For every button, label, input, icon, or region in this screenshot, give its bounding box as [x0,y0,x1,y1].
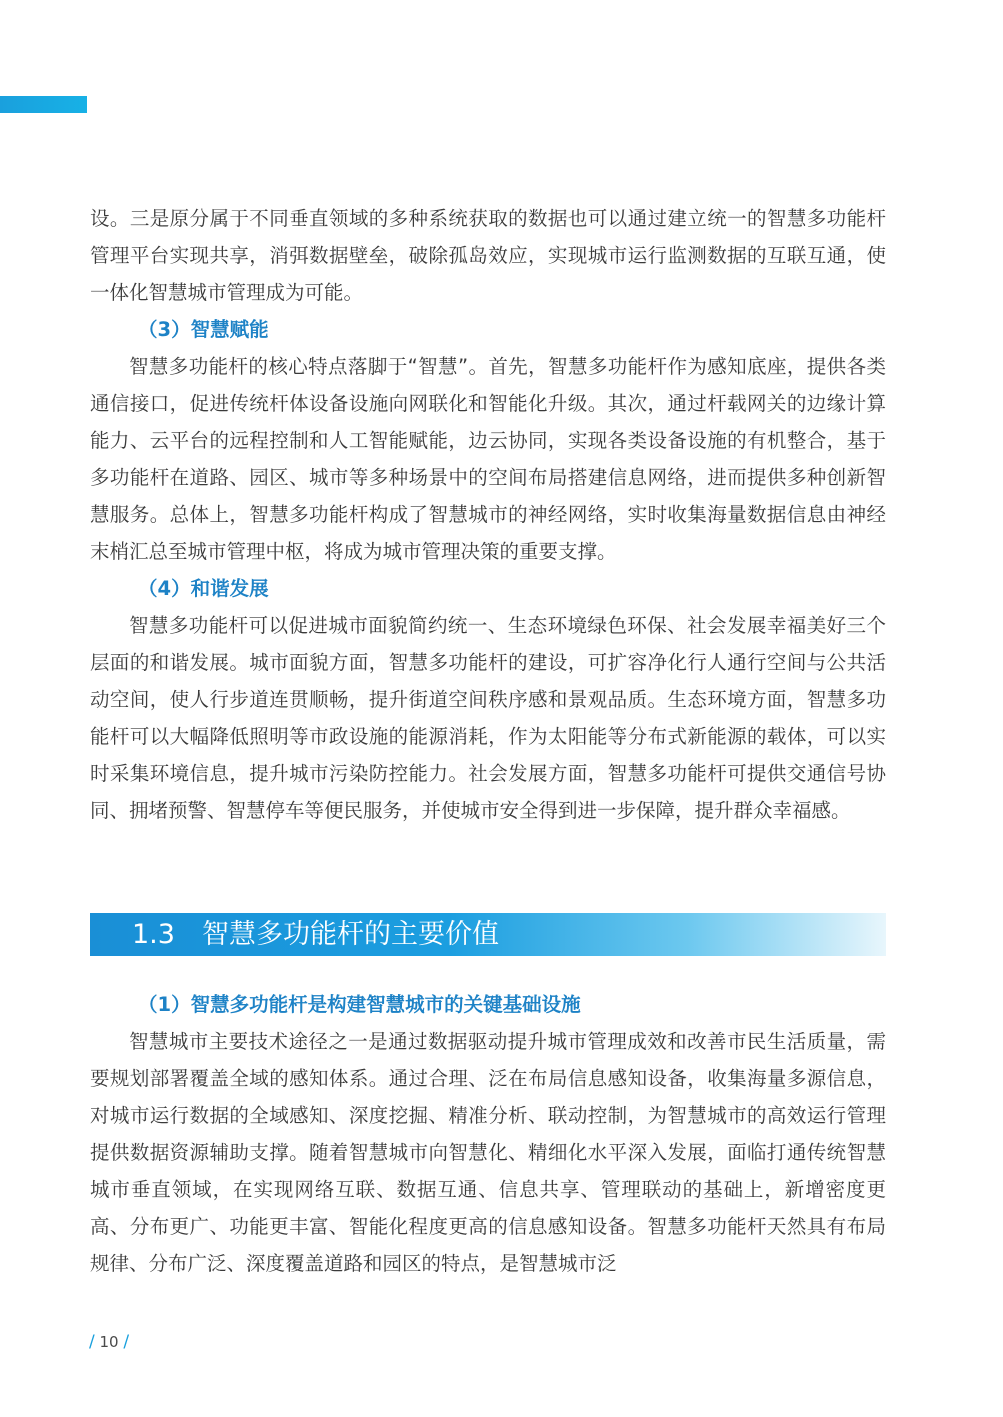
paragraph-harmonious-development: 智慧多功能杆可以促进城市面貌简约统一、生态环境绿色环保、社会发展幸福美好三个层面的和谐发展。城市面貌方面，智慧多功能杆的建设，可扩容净化行人通行空间与公共活动空间，使人行步道连贯顺畅，提升街道空间秩序感和景观品质。生态环境方面，智慧多功能杆可以大幅降低照明等市政设施的能源消耗，作为太阳能等分布式新能源的载体，可以实时采集环境信息，提升城市污染防控能力。社会发展方面，智慧多功能杆可提供交通信号协同、拥堵预警、智慧停车等便民服务，并使城市安全得到进一步保障，提升群众幸福感。 [90,614,886,822]
paragraph-continued: 设。三是原分属于不同垂直领域的多种系统获取的数据也可以通过建立统一的智慧多功能杆管理平台实现共享，消弭数据壁垒，破除孤岛效应，实现城市运行监测数据的互联互通，使一体化智慧城市管理成为可能。 [90,207,886,304]
page-footer [89,1331,129,1353]
subheading-harmonious-development: （4）和谐发展 [138,577,269,600]
footer-slash-right: / [123,1332,130,1352]
subheading-key-infrastructure: （1）智慧多功能杆是构建智慧城市的关键基础设施 [138,993,581,1016]
top-accent-bar [0,96,87,113]
subheading-smart-empowerment: （3）智慧赋能 [138,318,269,341]
footer-slash-left: / [89,1332,95,1352]
section-heading-banner [90,913,886,956]
section-number: 1.3 [132,919,175,950]
paragraph-smart-empowerment: 智慧多功能杆的核心特点落脚于“智慧”。首先，智慧多功能杆作为感知底座，提供各类通信接口，促进传统杆体设备设施向网联化和智能化升级。其次，通过杆载网关的边缘计算能力、云平台的远程控制和人工智能赋能，边云协同，实现各类设备设施的有机整合，基于多功能杆在道路、园区、城市等多种场景中的空间布局搭建信息网络，进而提供多种创新智慧服务。总体上，智慧多功能杆构成了智慧城市的神经网络，实时收集海量数据信息由神经末梢汇总至城市管理中枢，将成为城市管理决策的重要支撑。 [90,355,886,563]
paragraph-key-infrastructure: 智慧城市主要技术途径之一是通过数据驱动提升城市管理成效和改善市民生活质量，需要规划部署覆盖全域的感知体系。通过合理、泛在布局信息感知设备，收集海量多源信息，对城市运行数据的全域感知、深度挖掘、精准分析、联动控制，为智慧城市的高效运行管理提供数据资源辅助支撑。随着智慧城市向智慧化、精细化水平深入发展，面临打通传统智慧城市垂直领域，在实现网络互联、数据互通、信息共享、管理联动的基础上，新增密度更高、分布更广、功能更丰富、智能化程度更高的信息感知设备。智慧多功能杆天然具有布局规律、分布广泛、深度覆盖道路和园区的特点，是智慧城市泛 [90,1030,886,1275]
lower-text-block [90,986,886,1282]
upper-text-block [90,200,886,829]
page-number: 10 [99,1333,119,1351]
section-title: 智慧多功能杆的主要价值 [202,919,499,950]
